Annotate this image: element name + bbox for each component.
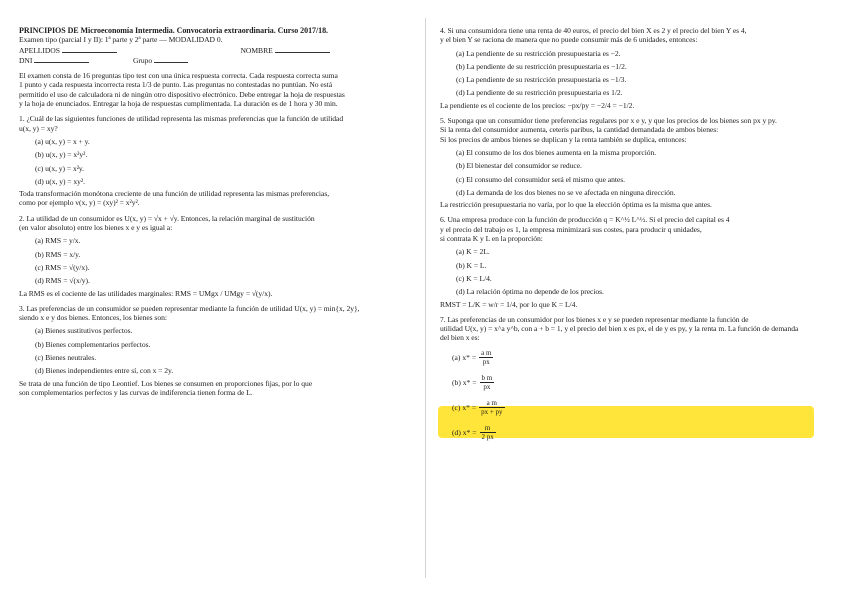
question-stem: 6. Una empresa produce con la función de producción q = K^½ L^½. Si el precio del capital es 4 xyxy=(440,215,730,225)
grupo-field[interactable] xyxy=(154,55,188,63)
option-c[interactable]: (c) RMS = √(y/x). xyxy=(35,262,90,272)
question-3 xyxy=(19,304,419,397)
option-a[interactable]: (a) RMS = y/x. xyxy=(35,236,81,246)
option-a[interactable]: (a) K = 2L. xyxy=(456,247,490,257)
solution-note: como por ejemplo v(x, y) = (xy)² = x²y². xyxy=(19,198,140,208)
denominator: px + py xyxy=(481,408,503,417)
option-d[interactable]: (d) u(x, y) = xy². xyxy=(35,176,85,186)
question-2 xyxy=(19,214,419,298)
dni-field[interactable] xyxy=(34,55,89,63)
option-b[interactable]: (b) El bienestar del consumidor se reduce. xyxy=(456,161,582,171)
option-a[interactable]: (a) Bienes sustitutivos perfectos. xyxy=(35,326,133,336)
option-d[interactable]: (d) RMS = √(x/y). xyxy=(35,276,90,286)
instructions-line: permitido el uso de calculadora ni de ningún otro dispositivo electrónico. Debe entregar la hoja de respuestas xyxy=(19,89,345,99)
exam-title: PRINCIPIOS DE Microeconomía Intermedia. Convocatoria extraordinaria. Curso 2017/18. xyxy=(19,26,329,35)
option-b[interactable]: (b) Bienes complementarios perfectos. xyxy=(35,339,151,349)
fraction xyxy=(479,349,493,366)
left-column xyxy=(19,26,419,397)
option-prefix: (d) x* = xyxy=(452,428,477,438)
question-5 xyxy=(440,116,840,209)
option-c[interactable]: (c) La pendiente de su restricción presupuestaria es −1/3. xyxy=(456,75,627,85)
question-stem: del bien x es: xyxy=(440,333,480,343)
fraction xyxy=(479,399,504,416)
question-stem: y el bien Y se raciona de manera que no puede consumir más de 6 unidades, entonces: xyxy=(440,35,698,45)
question-stem: 3. Las preferencias de un consumidor se pueden representar mediante la función de utilidad U(x, y) = min{x, 2y}, xyxy=(19,303,360,313)
exam-subtitle: Examen tipo (parcial I y II): 1ª parte y 2ª parte — MODALIDAD 0. xyxy=(19,35,223,45)
question-stem: Si la renta del consumidor aumenta, ceteris paribus, la cantidad demandada de ambos bienes: xyxy=(440,125,719,135)
solution-note: La pendiente es el cociente de los precios: −px/py = −2/4 = −1/2. xyxy=(440,100,635,110)
question-6 xyxy=(440,215,840,308)
question-7 xyxy=(440,315,840,443)
option-prefix: (b) x* = xyxy=(452,378,477,388)
solution-note: La restricción presupuestaria no varía, por lo que la elección óptima es la misma que antes. xyxy=(440,200,712,210)
instructions xyxy=(19,71,419,108)
page-fold-divider xyxy=(425,18,426,578)
numerator: b m xyxy=(481,374,493,383)
option-a[interactable] xyxy=(440,348,840,368)
question-stem: (en valor absoluto) entre los bienes x e y es igual a: xyxy=(19,223,173,233)
question-stem: utilidad U(x, y) = x^a y^b, con a + b = 1, y el precio del bien x es px, el de y es py, y la renta m. La función de demanda xyxy=(440,324,799,334)
option-b[interactable]: (b) La pendiente de su restricción presupuestaria es −1/2. xyxy=(456,61,627,71)
denominator: 2 px xyxy=(481,433,494,442)
question-stem: si contrata K y L en la proporción: xyxy=(440,234,543,244)
instructions-line: y la hoja de enunciados. Entregar la hoja de respuestas cumplimentada. La duración es de 1 hora y 30 min. xyxy=(19,99,338,109)
numerator: a m xyxy=(479,399,504,408)
id-fields-row xyxy=(19,55,419,65)
right-column xyxy=(440,26,840,443)
solution-note: son complementarios perfectos y las curvas de indiferencia tienen forma de L. xyxy=(19,387,253,397)
question-stem: u(x, y) = xy? xyxy=(19,123,58,133)
question-stem: 4. Si una consumidora tiene una renta de 40 euros, el precio del bien X es 2 y el precio del bien Y es 4, xyxy=(440,26,747,35)
option-c[interactable] xyxy=(440,398,840,418)
option-c[interactable]: (c) Bienes neutrales. xyxy=(35,353,97,363)
numerator: a m xyxy=(481,349,492,358)
solution-note: La RMS es el cociente de las utilidades marginales: RMS = UMgx / UMgy = √(y/x). xyxy=(19,288,273,298)
option-c[interactable]: (c) K = L/4. xyxy=(456,273,492,283)
name-fields-row xyxy=(19,45,419,55)
instructions-line: 1 punto y cada respuesta incorrecta resta 1/3 de punto. Las preguntas no contestadas no puntúan. No está xyxy=(19,80,333,90)
option-d[interactable] xyxy=(440,423,840,443)
option-c[interactable]: (c) u(x, y) = x²y. xyxy=(35,163,85,173)
numerator: m xyxy=(480,424,496,433)
option-d[interactable]: (d) La pendiente de su restricción presupuestaria es 1/2. xyxy=(456,88,623,98)
solution-note: Se trata de una función de tipo Leontief. Los bienes se consumen en proporciones fijas, por lo que xyxy=(19,378,313,388)
option-b[interactable]: (b) K = L. xyxy=(456,260,487,270)
option-b[interactable] xyxy=(440,373,840,393)
solution-note: RMST = L/K = w/r = 1/4, por lo que K = L/4. xyxy=(440,299,578,309)
option-b[interactable]: (b) RMS = x/y. xyxy=(35,249,81,259)
solution-note: Toda transformación monótona creciente de una función de utilidad representa las mismas preferencias, xyxy=(19,189,330,199)
question-stem: 5. Suponga que un consumidor tiene preferencias regulares por x e y, y que los precios de los bienes son px y py. xyxy=(440,116,777,126)
option-d[interactable]: (d) La relación óptima no depende de los precios. xyxy=(456,287,604,297)
question-1 xyxy=(19,114,419,207)
question-stem: 1. ¿Cuál de las siguientes funciones de utilidad representa las mismas preferencias que la función de utilidad xyxy=(19,114,344,124)
fraction xyxy=(480,374,495,391)
fraction xyxy=(480,424,496,441)
grupo-label: Grupo xyxy=(132,55,153,65)
nombre-label: NOMBRE xyxy=(240,45,273,55)
option-d[interactable]: (d) La demanda de los dos bienes no se ve afectada en ninguna dirección. xyxy=(456,187,676,197)
question-stem: 7. Las preferencias de un consumidor por los bienes x e y se pueden representar mediante la función de xyxy=(440,314,749,324)
option-d[interactable]: (d) Bienes independientes entre sí, con x = 2y. xyxy=(35,366,174,376)
instructions-line: El examen consta de 16 preguntas tipo test con una única respuesta correcta. Cada respuesta correcta suma xyxy=(19,71,338,81)
denominator: px xyxy=(483,383,491,392)
question-stem: y el precio del trabajo es 1, la empresa minimizará sus costes, para producir q unidades, xyxy=(440,224,702,234)
dni-label: DNI xyxy=(19,55,33,65)
apellidos-label: APELLIDOS xyxy=(19,45,60,55)
apellidos-field[interactable] xyxy=(62,45,117,53)
denominator: px xyxy=(482,358,490,367)
question-stem: 2. La utilidad de un consumidor es U(x, y) = √x + √y. Entonces, la relación marginal de sustitución xyxy=(19,213,315,223)
option-a[interactable]: (a) La pendiente de su restricción presupuestaria es −2. xyxy=(456,48,621,58)
question-stem: siendo x e y dos bienes. Entonces, los bienes son: xyxy=(19,313,167,323)
option-prefix: (a) x* = xyxy=(452,353,477,363)
option-c[interactable]: (c) El consumo del consumidor será el mismo que antes. xyxy=(456,174,625,184)
option-a[interactable]: (a) u(x, y) = x + y. xyxy=(35,136,90,146)
option-prefix: (c) x* = xyxy=(452,403,477,413)
option-b[interactable]: (b) u(x, y) = x²y². xyxy=(35,150,88,160)
option-a[interactable]: (a) El consumo de los dos bienes aumenta en la misma proporción. xyxy=(456,147,657,157)
nombre-field[interactable] xyxy=(275,45,330,53)
question-4 xyxy=(440,26,840,110)
question-stem: Si los precios de ambos bienes se duplican y la renta también se duplica, entonces: xyxy=(440,134,687,144)
